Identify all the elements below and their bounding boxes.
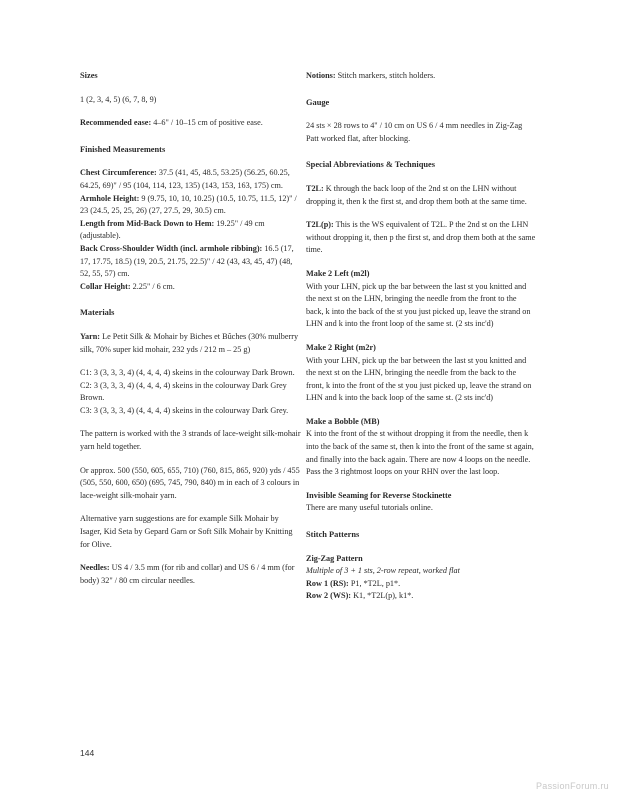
t2lp-label: T2L(p): xyxy=(306,220,334,230)
finished-heading: Finished Measurements xyxy=(80,144,166,154)
yarn-text: Le Petit Silk & Mohair by Biches et Bûches (30% mulberry silk, 70% super kid mohair, 232 yds / 212 m – 25 g) xyxy=(80,331,299,354)
t2l-paragraph xyxy=(306,183,536,208)
stitch-heading: Stitch Patterns xyxy=(306,530,360,540)
needles-text: US 4 / 3.5 mm (for rib and collar) and US 6 / 4 mm (for body) 32" / 80 cm circular needles. xyxy=(80,563,295,585)
gauge-heading: Gauge xyxy=(306,97,330,107)
c2-text: C2: 3 (3, 3, 3, 4) (4, 4, 4, 4) skeins in the colourway Dark Grey Brown. xyxy=(80,380,287,403)
seaming-text: There are many useful tutorials online. xyxy=(306,503,433,513)
m2l-heading: Make 2 Left (m2l) xyxy=(306,268,370,278)
right-column xyxy=(306,70,536,603)
length-paragraph xyxy=(80,218,302,243)
abbrev-heading: Special Abbreviations & Techniques xyxy=(306,160,435,170)
mb-text: K into the front of the st without dropping it from the needle, then k into the back of the same st, then k into the front of the same st again, and finally into the back again. There are now 4 loops on the needle. Pass the 3 rightmost loops on your RHN over the last loop. xyxy=(306,429,534,477)
t2l-text: K through the back loop of the 2nd st on the LHN without dropping it, then k the first st, and drop them both at the same time. xyxy=(306,183,527,206)
sizes-heading: Sizes xyxy=(80,71,98,80)
ease-label: Recommended ease: xyxy=(80,118,152,128)
collar-label: Collar Height: xyxy=(80,281,131,291)
length-text: 19.25" / 49 cm (adjustable). xyxy=(80,218,265,241)
page-number: 144 xyxy=(80,748,95,758)
watermark: PassionForum.ru xyxy=(535,781,609,791)
shoulder-label: Back Cross-Shoulder Width (incl. armhole ribbing): xyxy=(80,243,263,253)
c3-text: C3: 3 (3, 3, 3, 4) (4, 4, 4, 4) skeins in the colourway Dark Grey. xyxy=(80,405,289,415)
t2lp-paragraph xyxy=(306,219,536,257)
needles-label: Needles: xyxy=(80,563,110,573)
collar-text: 2.25" / 6 cm. xyxy=(130,281,175,291)
left-column xyxy=(80,70,302,598)
alternative-text: Alternative yarn suggestions are for example Silk Mohair by Isager, Kid Seta by Gepard Garn or Soft Silk Mohair by Knitting for Olive. xyxy=(80,514,293,549)
seaming-heading: Invisible Seaming for Reverse Stockinette xyxy=(306,490,452,500)
chest-paragraph xyxy=(80,167,302,192)
notions-paragraph xyxy=(306,70,536,83)
row1-label: Row 1 (RS): xyxy=(306,578,349,588)
yarn-paragraph xyxy=(80,331,302,356)
notions-text: Stitch markers, stitch holders. xyxy=(335,71,436,80)
t2l-label: T2L: xyxy=(306,183,324,193)
shoulder-paragraph xyxy=(80,243,302,281)
sizes-text: 1 (2, 3, 4, 5) (6, 7, 8, 9) xyxy=(80,94,157,104)
row2-text: K1, *T2L(p), k1*. xyxy=(351,591,414,601)
gauge-text: 24 sts × 28 rows to 4" / 10 cm on US 6 / 4 mm needles in Zig-Zag Patt worked flat, after blocking. xyxy=(306,121,523,143)
armhole-label: Armhole Height: xyxy=(80,193,140,203)
length-label: Length from Mid-Back Down to Hem: xyxy=(80,218,215,228)
zigzag-subtitle: Multiple of 3 + 1 sts, 2-row repeat, worked flat xyxy=(306,566,460,576)
row2-label: Row 2 (WS): xyxy=(306,591,352,601)
ease-paragraph xyxy=(80,117,302,130)
row2-paragraph xyxy=(306,590,536,603)
armhole-paragraph xyxy=(80,193,302,218)
row1-text: P1, *T2L, p1*. xyxy=(348,578,401,588)
t2lp-text: This is the WS equivalent of T2L. P the 2nd st on the LHN without dropping it, then p the first st, and drop them both at the same time. xyxy=(306,220,536,255)
chest-label: Chest Circumference: xyxy=(80,168,157,178)
shoulder-text: 16.5 (17, 17, 17.75, 18.5) (19, 20.5, 21.75, 22.5)" / 42 (43, 43, 45, 47) (48, 52, 55, 57) cm. xyxy=(80,243,294,279)
row1-paragraph xyxy=(306,578,536,591)
m2r-text: With your LHN, pick up the bar between the last st you knitted and the next st on the LHN, bringing the needle from the back to the front, k into the front of the st you just picked up, leave the strand on LHN and k into the back loop of the same st. (2 sts inc'd) xyxy=(306,355,532,403)
ease-text: 4–6" / 10–15 cm of positive ease. xyxy=(151,118,263,128)
yarn-label: Yarn: xyxy=(80,331,101,341)
needles-paragraph xyxy=(80,562,302,587)
chest-text: 37.5 (41, 45, 48.5, 53.25) (56.25, 60.25, 64.25, 69)" / 95 (104, 114, 123, 135) (143, 153, 163, 175) cm. xyxy=(80,168,290,190)
zigzag-heading: Zig-Zag Pattern xyxy=(306,553,363,563)
strands-text: The pattern is worked with the 3 strands of lace-weight silk-mohair yarn held together. xyxy=(80,429,301,452)
notions-label: Notions: xyxy=(306,71,336,80)
m2l-text: With your LHN, pick up the bar between the last st you knitted and the next st on the LHN, bringing the needle from the front to the back, k into the back of the st you just picked up, leave the strand on LHN and k into the front loop of the same st. (2 sts inc'd) xyxy=(306,281,531,329)
c1-text: C1: 3 (3, 3, 3, 4) (4, 4, 4, 4) skeins in the colourway Dark Brown. xyxy=(80,368,295,378)
armhole-text: 9 (9.75, 10, 10, 10.25) (10.5, 10.75, 11.5, 12)" / 23 (24.5, 25, 25, 26) (27, 27.5, 29, 30.5) cm. xyxy=(80,193,297,216)
materials-heading: Materials xyxy=(80,308,115,318)
approx-text: Or approx. 500 (550, 605, 655, 710) (760, 815, 865, 920) yds / 455 (505, 550, 600, 650) (695, 745, 790, 840) m in each of 3 colours in lace-weight silk-mohair yarn. xyxy=(80,465,300,500)
mb-heading: Make a Bobble (MB) xyxy=(306,416,380,426)
m2r-heading: Make 2 Right (m2r) xyxy=(306,342,376,352)
collar-paragraph xyxy=(80,281,302,294)
